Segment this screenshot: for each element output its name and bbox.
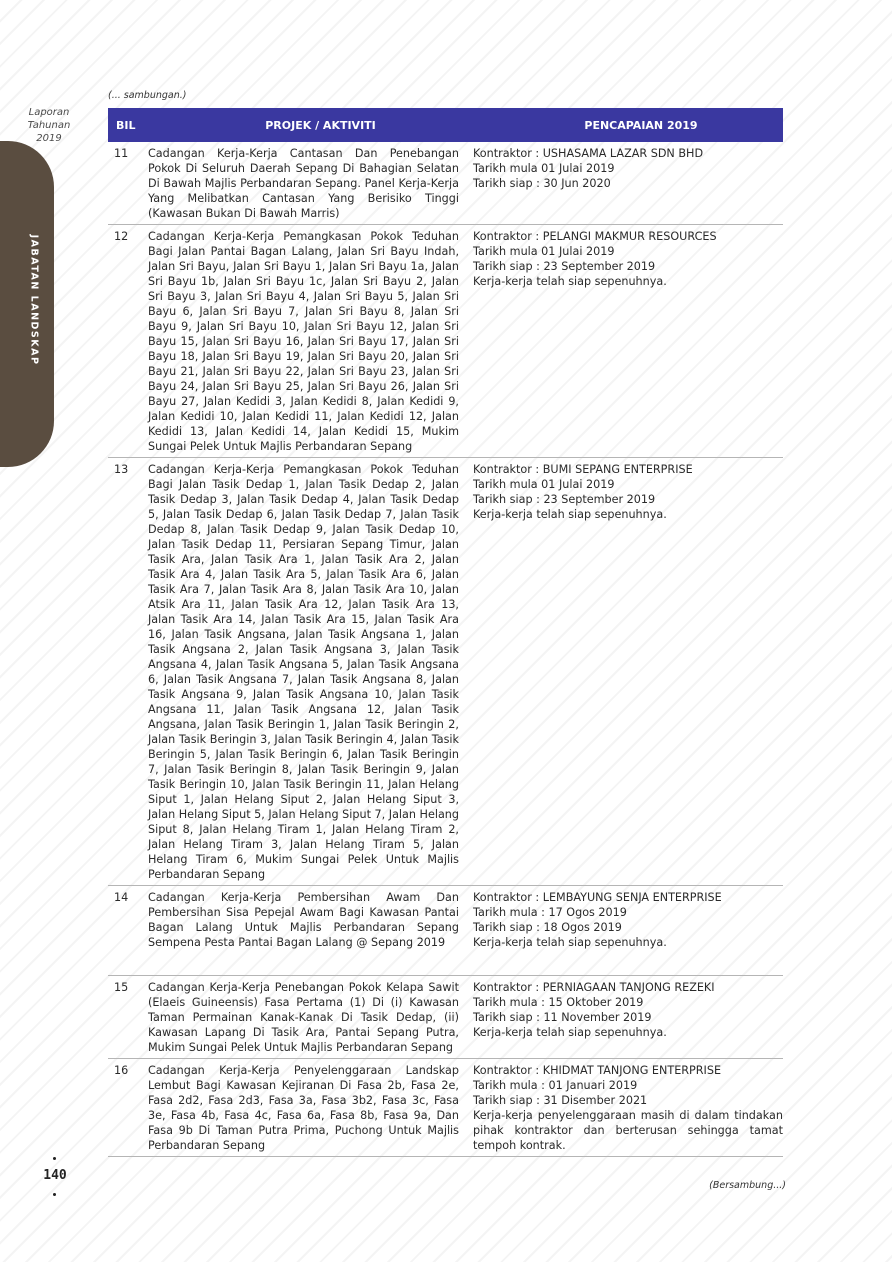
end-date: Tarikh siap : 23 September 2019 (473, 260, 656, 273)
achievement-cell (473, 146, 783, 221)
achievement-cell (473, 890, 783, 950)
status-note: Kerja-kerja telah siap sepenuhnya. (473, 1026, 667, 1039)
end-date: Tarikh siap : 23 September 2019 (473, 493, 656, 506)
status-note: Kerja-kerja penyelenggaraan masih di dalam tindakan pihak kontraktor dan berterusan sehingga tamat tempoh kontrak. (473, 1109, 783, 1152)
page-number: 140 (43, 1168, 67, 1183)
continued-note-bottom: (Bersambung...) (709, 1180, 786, 1191)
start-date: Tarikh mula : 17 Ogos 2019 (473, 906, 627, 919)
project-description: Cadangan Kerja-Kerja Pembersihan Awam Dan Pembersihan Sisa Pepejal Awam Bagi Kawasan Pantai Bagan Lalang Untuk Majlis Perbandaran Sepang Sempena Pesta Pantai Bagan Lalang @ Sepang 2019 (148, 891, 459, 949)
row-number: 16 (114, 1064, 129, 1077)
start-date: Tarikh mula 01 Julai 2019 (473, 245, 615, 258)
end-date: Tarikh siap : 30 Jun 2020 (473, 177, 611, 190)
table-header (108, 108, 783, 142)
contractor: Kontraktor : LEMBAYUNG SENJA ENTERPRISE (473, 891, 722, 904)
start-date: Tarikh mula : 01 Januari 2019 (473, 1079, 638, 1092)
table-row (108, 886, 783, 976)
end-date: Tarikh siap : 31 Disember 2021 (473, 1094, 648, 1107)
end-date: Tarikh siap : 11 November 2019 (473, 1011, 652, 1024)
project-description: Cadangan Kerja-Kerja Penebangan Pokok Kelapa Sawit (Elaeis Guineensis) Fasa Pertama (1) Di (i) Kawasan Taman Permainan Kanak-Kanak Di Tasik Dedap, (ii) Kawasan Lapang Di Tasik Ara, Pantai Sepang Putra, Mukim Sungai Pelek Untuk Majlis Perbandaran Sepang (148, 981, 459, 1054)
contractor: Kontraktor : KHIDMAT TANJONG ENTERPRISE (473, 1064, 722, 1077)
page-dot-top (53, 1157, 56, 1160)
contractor: Kontraktor : PERNIAGAAN TANJONG REZEKI (473, 981, 715, 994)
row-number: 11 (114, 147, 129, 160)
header-bil: BIL (116, 118, 136, 132)
table-row (108, 976, 783, 1059)
start-date: Tarikh mula : 15 Oktober 2019 (473, 996, 644, 1009)
row-number: 13 (114, 463, 129, 476)
row-number: 14 (114, 891, 129, 904)
project-description: Cadangan Kerja-Kerja Penyelenggaraan Landskap Lembut Bagi Kawasan Kejiranan Di Fasa 2b, Fasa 2e, Fasa 2d2, Fasa 2d3, Fasa 3a, Fasa 3b2, Fasa 3c, Fasa 3e, Fasa 4b, Fasa 4c, Fasa 6a, Fasa 8b, Fasa 9a, Dan Fasa 9b Di Taman Putra Prima, Puchong Untuk Majlis Perbandaran Sepang (148, 1064, 459, 1152)
page-dot-bottom (53, 1193, 56, 1196)
department-tab (0, 141, 54, 467)
status-note: Kerja-kerja telah siap sepenuhnya. (473, 275, 667, 288)
header-project: PROJEK / AKTIVITI (265, 118, 376, 132)
project-description: Cadangan Kerja-Kerja Pemangkasan Pokok Teduhan Bagi Jalan Pantai Bagan Lalang, Jalan Sri Bayu Indah, Jalan Sri Bayu, Jalan Sri Bayu 1, Jalan Sri Bayu 1a, Jalan Sri Bayu 1b, Jalan Sri Bayu 1c, Jalan Sri Bayu 2, Jalan Sri Bayu 3, Jalan Sri Bayu 4, Jalan Sri Bayu 5, Jalan Sri Bayu 6, Jalan Sri Bayu 7, Jalan Sri Bayu 8, Jalan Sri Bayu 9, Jalan Sri Bayu 10, Jalan Sri Bayu 12, Jalan Sri Bayu 15, Jalan Sri Bayu 16, Jalan Sri Bayu 17, Jalan Sri Bayu 18, Jalan Sri Bayu 19, Jalan Sri Bayu 20, Jalan Sri Bayu 21, Jalan Sri Bayu 22, Jalan Sri Bayu 23, Jalan Sri Bayu 24, Jalan Sri Bayu 25, Jalan Sri Bayu 26, Jalan Sri Bayu 27, Jalan Kedidi 3, Jalan Kedidi 8, Jalan Kedidi 9, Jalan Kedidi 10, Jalan Kedidi 11, Jalan Kedidi 12, Jalan Kedidi 13, Jalan Kedidi 14, Jalan Kedidi 15, Mukim Sungai Pelek Untuk Majlis Perbandaran Sepang (148, 230, 459, 453)
project-table (108, 108, 783, 1157)
table-row (108, 142, 783, 225)
contractor: Kontraktor : PELANGI MAKMUR RESOURCES (473, 230, 717, 243)
continued-note-top: (... sambungan.) (108, 90, 187, 101)
achievement-cell (473, 229, 783, 454)
start-date: Tarikh mula 01 Julai 2019 (473, 478, 615, 491)
contractor: Kontraktor : BUMI SEPANG ENTERPRISE (473, 463, 693, 476)
achievement-cell (473, 462, 783, 882)
row-number: 12 (114, 230, 129, 243)
status-note: Kerja-kerja telah siap sepenuhnya. (473, 508, 667, 521)
table-row (108, 225, 783, 458)
end-date: Tarikh siap : 18 Ogos 2019 (473, 921, 622, 934)
contractor: Kontraktor : USHASAMA LAZAR SDN BHD (473, 147, 704, 160)
achievement-cell (473, 980, 783, 1055)
start-date: Tarikh mula 01 Julai 2019 (473, 162, 615, 175)
status-note: Kerja-kerja telah siap sepenuhnya. (473, 936, 667, 949)
table-row (108, 458, 783, 886)
header-achievement: PENCAPAIAN 2019 (584, 118, 698, 132)
project-description: Cadangan Kerja-Kerja Cantasan Dan Penebangan Pokok Di Seluruh Daerah Sepang Di Bahagian Selatan Di Bawah Majlis Perbandaran Sepang. Panel Kerja-Kerja Yang Melibatkan Cantasan Yang Berisiko Tinggi (Kawasan Bukan Di Bawah Marris) (148, 147, 459, 220)
department-label: JABATAN LANDSKAP (28, 234, 40, 366)
project-description: Cadangan Kerja-Kerja Pemangkasan Pokok Teduhan Bagi Jalan Tasik Dedap 1, Jalan Tasik Dedap 2, Jalan Tasik Dedap 3, Jalan Tasik Dedap 4, Jalan Tasik Dedap 5, Jalan Tasik Dedap 6, Jalan Tasik Dedap 7, Jalan Tasik Dedap 8, Jalan Tasik Dedap 9, Jalan Tasik Dedap 10, Jalan Tasik Dedap 11, Persiaran Sepang Timur, Jalan Tasik Ara, Jalan Tasik Ara 1, Jalan Tasik Ara 2, Jalan Tasik Ara 4, Jalan Tasik Ara 5, Jalan Tasik Ara 6, Jalan Tasik Ara 7, Jalan Tasik Ara 8, Jalan Tasik Ara 10, Jalan Atsik Ara 11, Jalan Tasik Ara 12, Jalan Tasik Ara 13, Jalan Tasik Ara 14, Jalan Tasik Ara 15, Jalan Tasik Ara 16, Jalan Tasik Angsana, Jalan Tasik Angsana 1, Jalan Tasik Angsana 2, Jalan Tasik Angsana 3, Jalan Tasik Angsana 4, Jalan Tasik Angsana 5, Jalan Tasik Angsana 6, Jalan Tasik Angsana 7, Jalan Tasik Angsana 8, Jalan Tasik Angsana 9, Jalan Tasik Angsana 10, Jalan Tasik Angsana 11, Jalan Tasik Angsana 12, Jalan Tasik Angsana, Jalan Tasik Beringin 1, Jalan Tasik Beringin 2, Jalan Tasik Beringin 3, Jalan Tasik Beringin 4, Jalan Tasik Beringin 5, Jalan Tasik Beringin 6, Jalan Tasik Beringin 7, Jalan Tasik Beringin 8, Jalan Tasik Beringin 9, Jalan Tasik Beringin 10, Jalan Tasik Beringin 11, Jalan Helang Siput 1, Jalan Helang Siput 2, Jalan Helang Siput 3, Jalan Helang Siput 5, Jalan Helang Siput 7, Jalan Helang Siput 8, Jalan Helang Tiram 1, Jalan Helang Tiram 2, Jalan Helang Tiram 3, Jalan Helang Tiram 5, Jalan Helang Tiram 6, Mukim Sungai Pelek Untuk Majlis Perbandaran Sepang (148, 463, 459, 881)
report-label: Laporan Tahunan 2019 (27, 107, 71, 144)
table-row (108, 1059, 783, 1157)
row-number: 15 (114, 981, 129, 994)
achievement-cell (473, 1063, 783, 1153)
